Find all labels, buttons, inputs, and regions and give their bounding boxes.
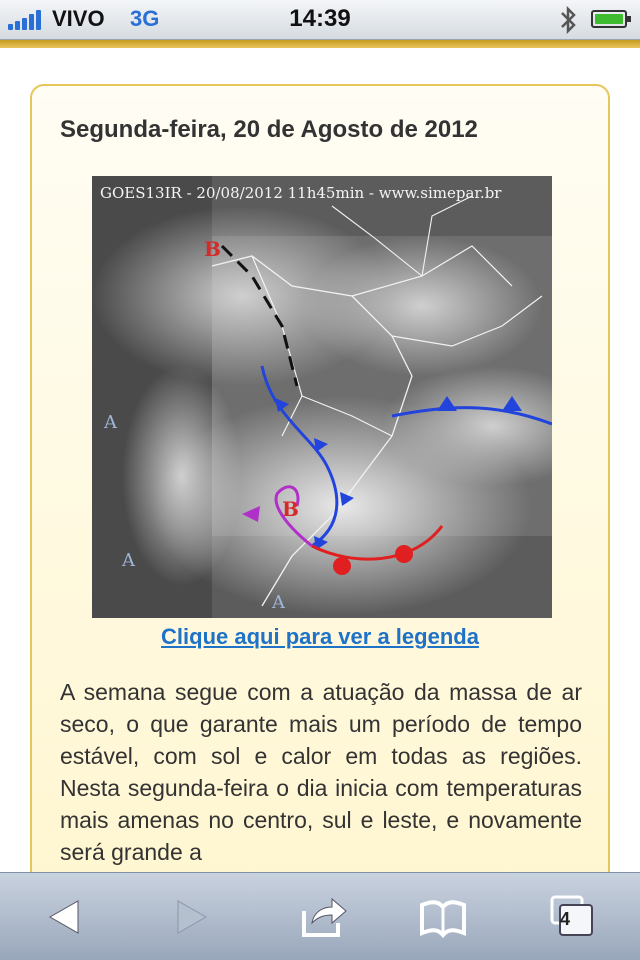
svg-text:A: A [122,550,135,571]
svg-text:B: B [204,237,221,261]
forward-arrow-icon[interactable] [166,893,216,941]
image-header-text: GOES13IR - 20/08/2012 11h45min - www.simepar.br [100,184,502,202]
svg-text:A: A [104,412,117,433]
forecast-card [30,84,610,904]
network-type: 3G [130,6,160,31]
legend-link[interactable]: Clique aqui para ver a legenda [161,624,479,649]
battery-icon [591,10,627,28]
bookmarks-book-icon[interactable] [418,893,468,941]
tabs-icon[interactable] [548,893,598,941]
satellite-weather-image[interactable] [92,176,552,618]
article-date-title: Segunda-feira, 20 de Agosto de 2012 [60,116,478,143]
bluetooth-icon [556,6,580,34]
svg-text:B: B [282,497,299,521]
share-icon[interactable] [298,893,348,941]
svg-text:A: A [272,592,285,613]
status-time: 14:39 [289,5,351,32]
tab-count: 4 [560,909,571,929]
carrier-name: VIVO [52,6,105,31]
back-arrow-icon[interactable] [40,893,90,941]
status-bar [0,0,640,40]
article-body: A semana segue com a atuação da massa de ar seco, o que garante mais um período de tempo estável, com sol e calor em todas as regiões. Nesta segunda-feira o dia inicia com temperaturas mais amenas no centro, sul e leste, e novamente será grande a [60,679,582,865]
header-divider [0,40,640,48]
browser-toolbar [0,872,640,960]
